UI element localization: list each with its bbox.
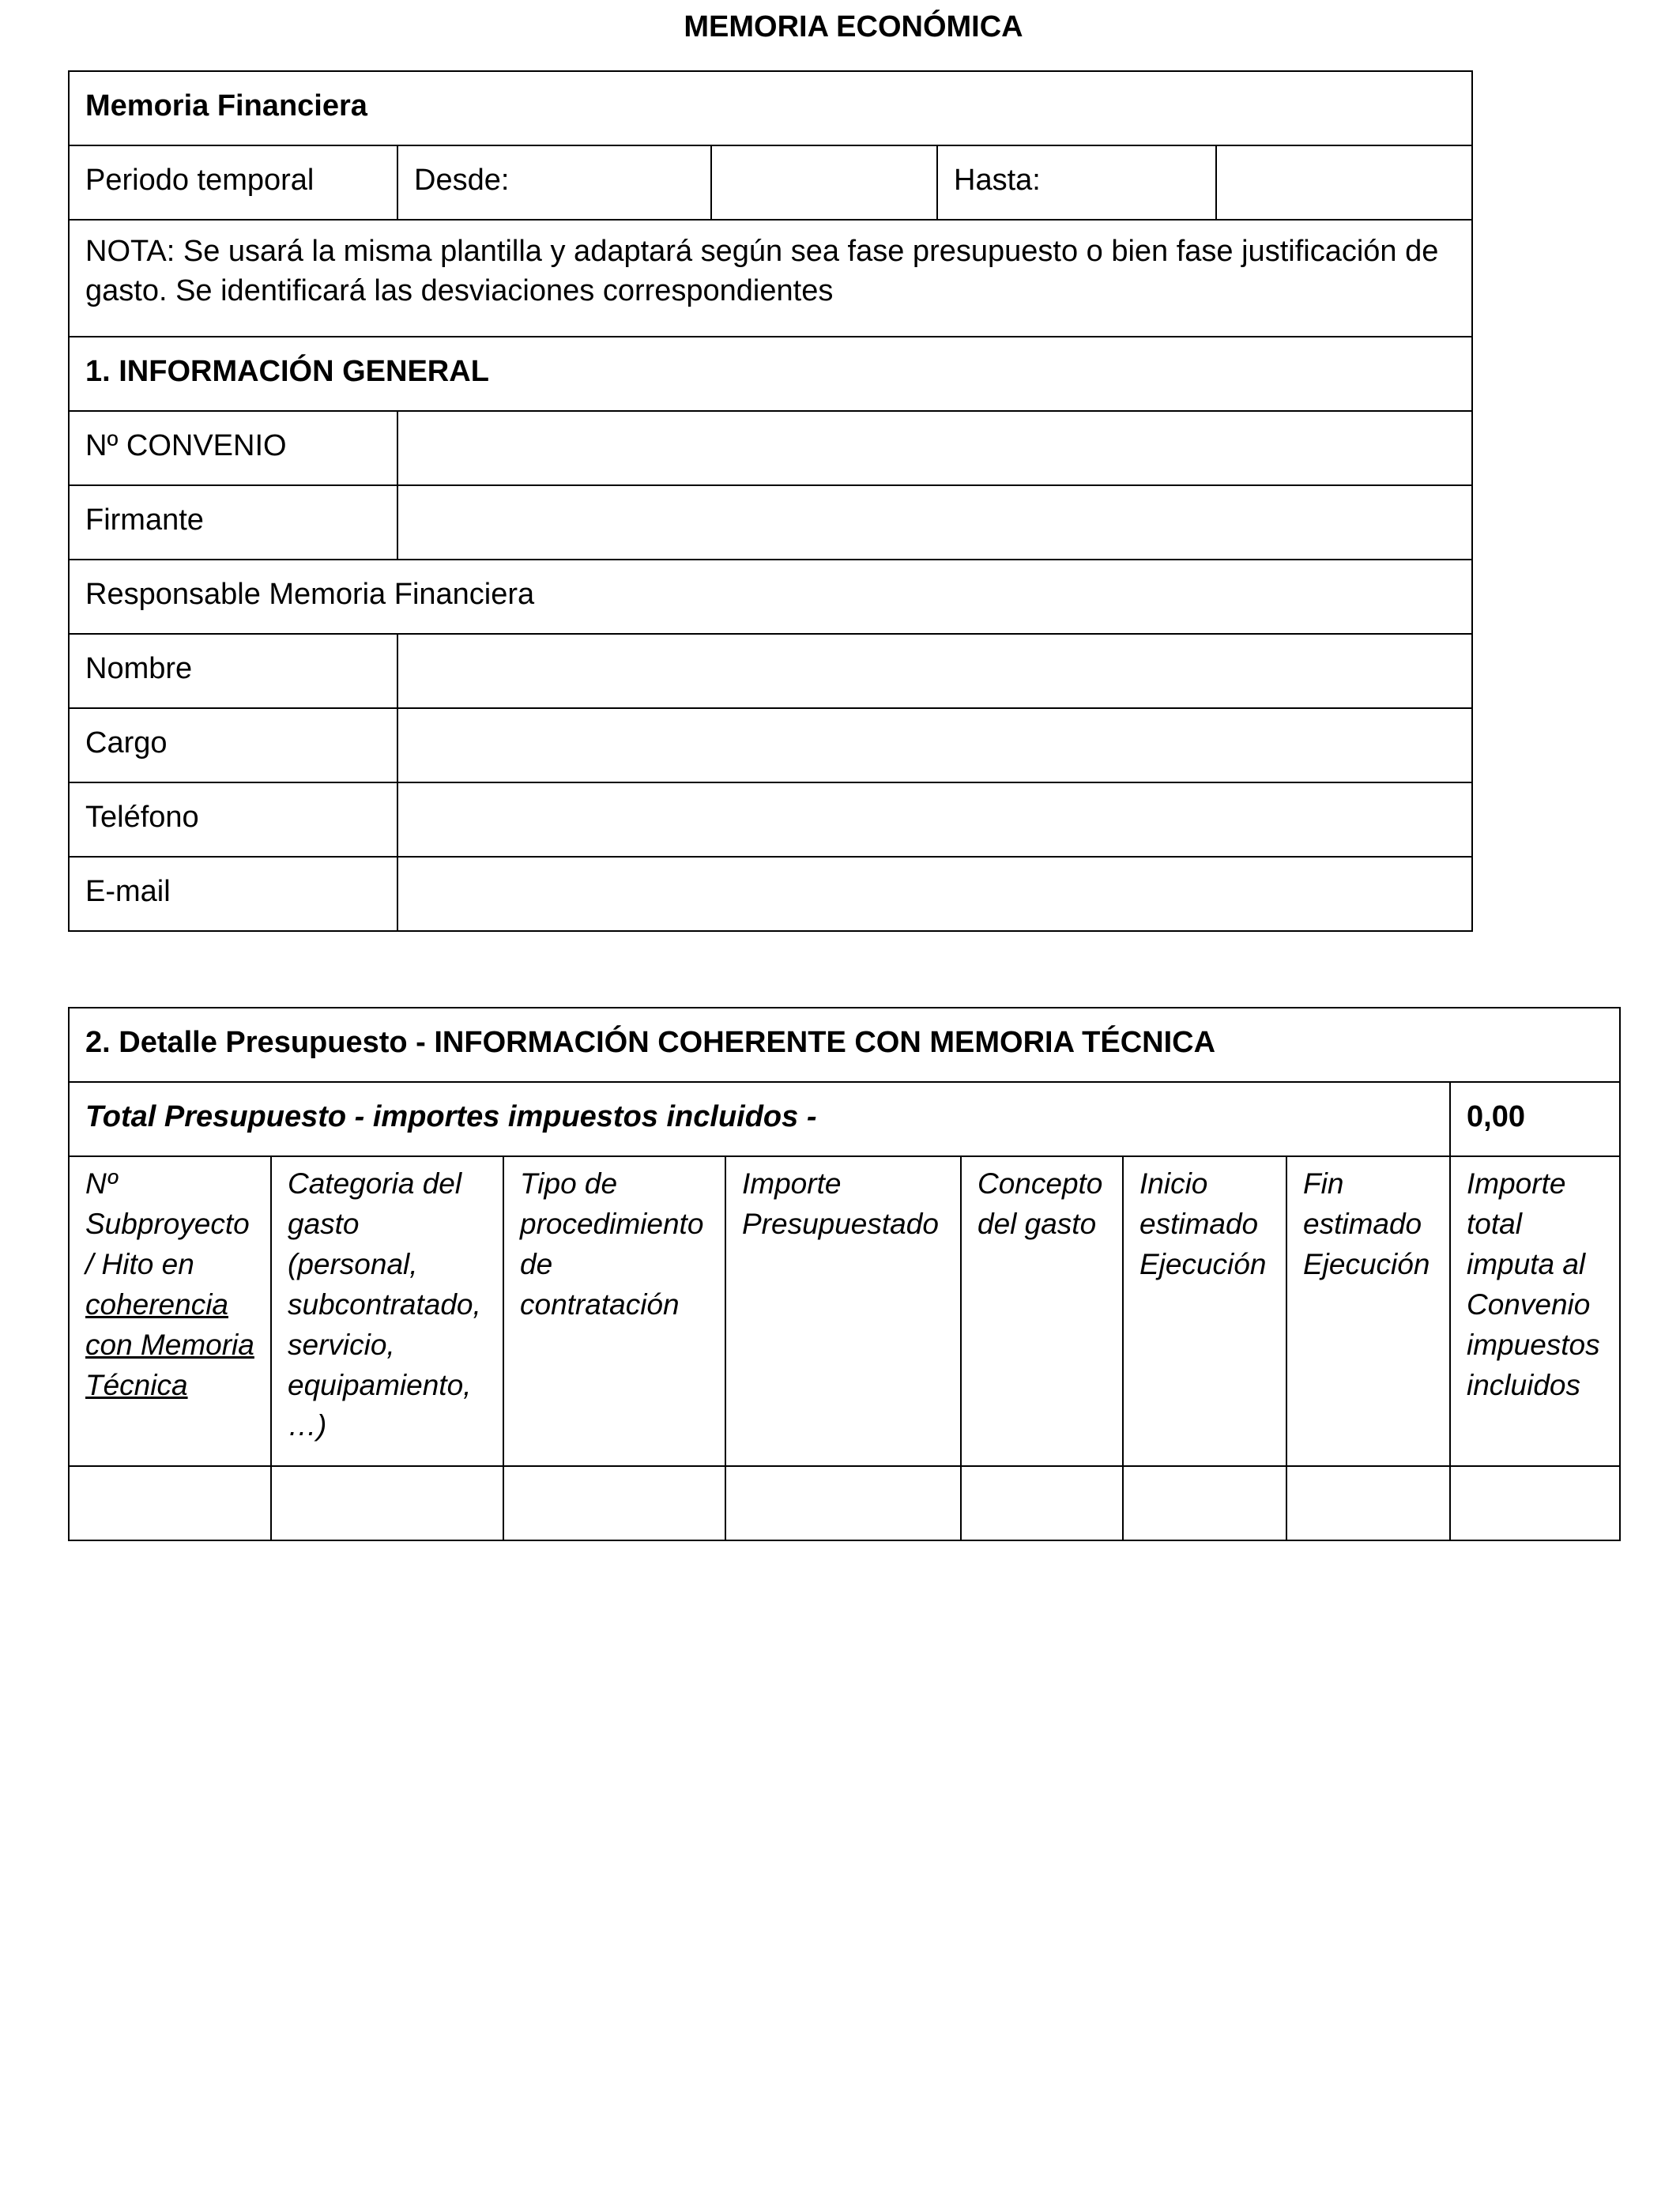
responsible-heading: Responsable Memoria Financiera	[69, 560, 1472, 634]
signatory-label: Firmante	[69, 485, 397, 560]
col-header-start: Inicio estimado Ejecución	[1123, 1156, 1286, 1466]
col-header-subproject-underlined: coherencia con Memoria Técnica	[85, 1288, 254, 1401]
general-info-heading: 1. INFORMACIÓN GENERAL	[69, 337, 1472, 411]
table-cell[interactable]	[1123, 1466, 1286, 1540]
period-row	[69, 145, 1472, 220]
name-label: Nombre	[69, 634, 397, 708]
financial-memory-table	[68, 70, 1473, 932]
total-label: Total Presupuesto - importes impuestos incluidos -	[69, 1082, 1450, 1156]
convenio-label: Nº CONVENIO	[69, 411, 397, 485]
phone-row	[69, 782, 1472, 857]
signatory-field[interactable]	[397, 485, 1472, 560]
position-field[interactable]	[397, 708, 1472, 782]
to-label: Hasta:	[937, 145, 1216, 220]
period-label: Periodo temporal	[69, 145, 397, 220]
convenio-field[interactable]	[397, 411, 1472, 485]
total-value: 0,00	[1450, 1082, 1620, 1156]
budget-heading-row	[69, 1008, 1620, 1082]
email-row	[69, 857, 1472, 931]
note-text: NOTA: Se usará la misma plantilla y adaptará según sea fase presupuesto o bien fase justificación de gasto. Se identificará las desviaciones correspondientes	[69, 220, 1472, 337]
document-title: MEMORIA ECONÓMICA	[684, 10, 1023, 43]
col-header-subproject-text: Nº Subproyecto / Hito en	[85, 1167, 250, 1280]
note-row	[69, 220, 1472, 337]
col-header-budgeted-amount: Importe Presupuestado	[725, 1156, 961, 1466]
general-info-row	[69, 337, 1472, 411]
table-cell[interactable]	[725, 1466, 961, 1540]
col-header-concept: Concepto del gasto	[961, 1156, 1123, 1466]
convenio-row	[69, 411, 1472, 485]
phone-label: Teléfono	[69, 782, 397, 857]
table-cell[interactable]	[271, 1466, 503, 1540]
table-row	[69, 1466, 1620, 1540]
section-heading: Memoria Financiera	[69, 71, 1472, 145]
to-date-field[interactable]	[1216, 145, 1472, 220]
financial-heading-row	[69, 71, 1472, 145]
from-date-field[interactable]	[711, 145, 937, 220]
table-cell[interactable]	[503, 1466, 725, 1540]
phone-field[interactable]	[397, 782, 1472, 857]
col-header-subproject	[69, 1156, 271, 1466]
col-header-category: Categoria del gasto (personal, subcontratado, servicio, equipamiento, …)	[271, 1156, 503, 1466]
col-header-total-amount: Importe total imputa al Convenio impuestos incluidos	[1450, 1156, 1620, 1466]
from-label: Desde:	[397, 145, 711, 220]
column-header-row	[69, 1156, 1620, 1466]
position-label: Cargo	[69, 708, 397, 782]
table-cell[interactable]	[961, 1466, 1123, 1540]
col-header-procedure: Tipo de procedimiento de contratación	[503, 1156, 725, 1466]
signatory-row	[69, 485, 1472, 560]
total-row	[69, 1082, 1620, 1156]
table-cell[interactable]	[1450, 1466, 1620, 1540]
budget-heading: 2. Detalle Presupuesto - INFORMACIÓN COHERENTE CON MEMORIA TÉCNICA	[69, 1008, 1620, 1082]
table-cell[interactable]	[69, 1466, 271, 1540]
col-header-end: Fin estimado Ejecución	[1286, 1156, 1450, 1466]
responsible-row	[69, 560, 1472, 634]
email-field[interactable]	[397, 857, 1472, 931]
name-row	[69, 634, 1472, 708]
email-label: E-mail	[69, 857, 397, 931]
name-field[interactable]	[397, 634, 1472, 708]
table-cell[interactable]	[1286, 1466, 1450, 1540]
position-row	[69, 708, 1472, 782]
budget-detail-table	[68, 1007, 1621, 1541]
